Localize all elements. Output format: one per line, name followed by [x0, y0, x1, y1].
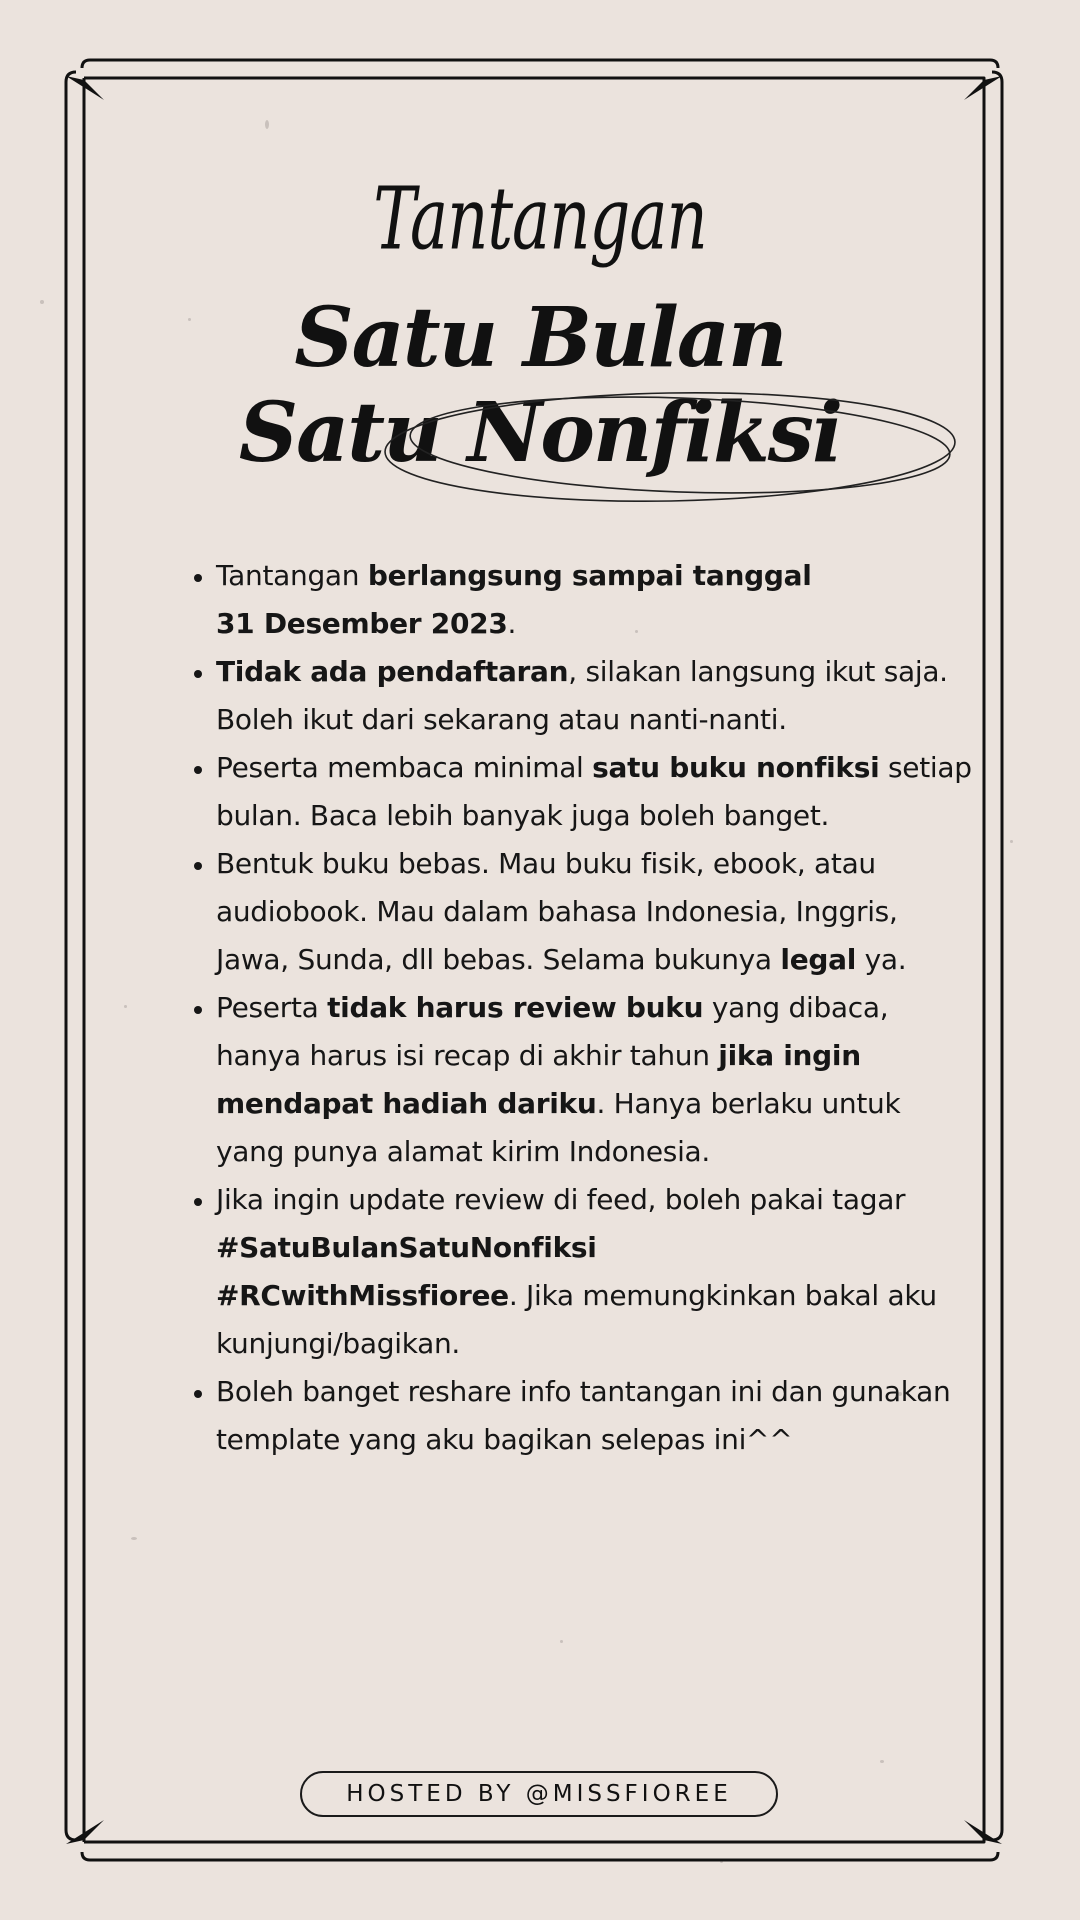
page-title-line-1: Satu Bulan	[294, 290, 786, 386]
list-item: • Tidak ada pendaftaran, silakan langsung ikut saja. Boleh ikut dari sekarang atau nanti-nanti.	[216, 648, 976, 744]
scribble-oval	[380, 375, 980, 515]
list-item: • Peserta tidak harus review buku yang dibaca, hanya harus isi recap di akhir tahun jika ingin mendapat hadiah dariku. Hanya berlaku untuk yang punya alamat kirim Indonesia.	[216, 984, 976, 1176]
page-title-line-2: Satu Nonfiksi	[238, 385, 842, 481]
rules-list	[183, 552, 976, 1464]
hosted-by-badge: HOSTED BY @MISSFIOREE	[300, 1771, 778, 1817]
script-subtitle: Tantangan	[373, 170, 707, 270]
list-item: • Jika ingin update review di feed, boleh pakai tagar #SatuBulanSatuNonfiksi #RCwithMissfioree. Jika memungkinkan bakal aku kunjungi/bagikan.	[216, 1176, 976, 1368]
list-item: • Boleh banget reshare info tantangan ini dan gunakan template yang aku bagikan selepas ini^^	[216, 1368, 976, 1464]
list-item: • Peserta membaca minimal satu buku nonfiksi setiap bulan. Baca lebih banyak juga boleh banget.	[216, 744, 976, 840]
list-item: • Bentuk buku bebas. Mau buku fisik, ebook, atau audiobook. Mau dalam bahasa Indonesia, Inggris, Jawa, Sunda, dll bebas. Selama bukunya legal ya.	[216, 840, 976, 984]
hashtag: #RCwithMissfioree	[216, 1279, 509, 1312]
hashtag: #SatuBulanSatuNonfiksi	[216, 1231, 597, 1264]
list-item: • Tantangan berlangsung sampai tanggal 31 Desember 2023.	[216, 552, 976, 648]
